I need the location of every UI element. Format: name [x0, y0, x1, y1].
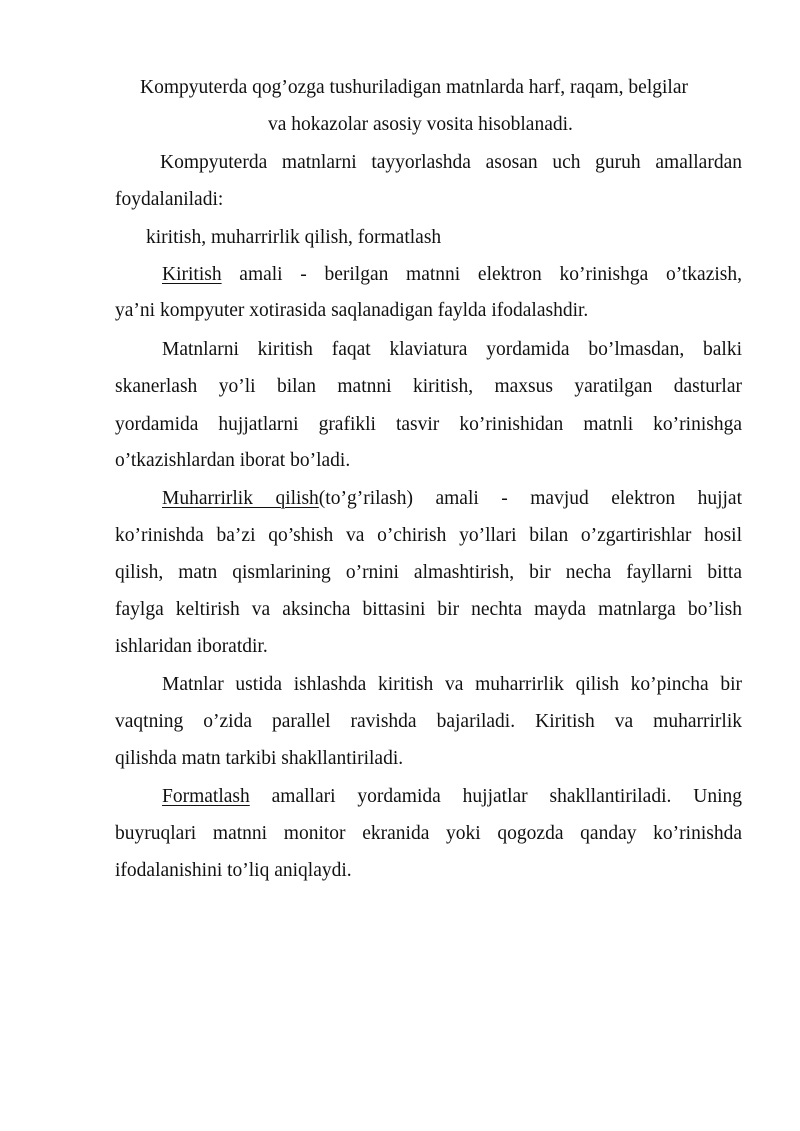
kiritish-line-2: ya’ni kompyuter xotirasida saqlanadigan faylda ifodalashdir. [115, 300, 589, 321]
muharrirlik-line-2: ko’rinishda ba’zi qo’shish va o’chirish yo’llari bilan o’zgartirishlar hosil [115, 525, 742, 546]
muharrirlik-line-5: ishlaridan iboratdir. [115, 636, 268, 657]
formatlash-line-3: ifodalanishini to’liq aniqlaydi. [115, 860, 352, 881]
term-kiritish: Kiritish [162, 264, 222, 285]
muharrirlik-line-3: qilish, matn qismlarining o’rnini almashtirish, bir necha fayllarni bitta [115, 562, 742, 583]
term-formatlash: Formatlash [162, 786, 250, 807]
usul-line-2: skanerlash yo’li bilan matnni kiritish, maxsus yaratilgan dasturlar [115, 376, 742, 397]
kiritish-line-1: Kiritish amali - berilgan matnni elektron ko’rinishga o’tkazish, [162, 264, 742, 285]
term-muharrirlik: Muharrirlik qilish [162, 488, 319, 509]
formatlash-line-1: Formatlash amallari yordamida hujjatlar shakllantiriladi. Uning [162, 786, 742, 807]
intro-line-2: foydalaniladi: [115, 189, 224, 210]
operations-list: kiritish, muharrirlik qilish, formatlash [146, 227, 442, 248]
parallel-line-1: Matnlar ustida ishlashda kiritish va muharrirlik qilish ko’pincha bir [162, 674, 742, 695]
heading-line-1: Kompyuterda qog’ozga tushuriladigan matnlarda harf, raqam, belgilar [140, 77, 688, 98]
intro-line-1: Kompyuterda matnlarni tayyorlashda asosan uch guruh amallardan [160, 152, 742, 173]
formatlash-line-2: buyruqlari matnni monitor ekranida yoki qogozda qanday ko’rinishda [115, 823, 742, 844]
usul-line-4: o’tkazishlardan iborat bo’ladi. [115, 450, 351, 471]
parallel-line-2: vaqtning o’zida parallel ravishda bajariladi. Kiritish va muharrirlik [115, 711, 742, 732]
parallel-line-3: qilishda matn tarkibi shakllantiriladi. [115, 748, 404, 769]
usul-line-3: yordamida hujjatlarni grafikli tasvir ko’rinishidan matnli ko’rinishga [115, 414, 742, 435]
heading-line-2: va hokazolar asosiy vosita hisoblanadi. [268, 114, 573, 135]
muharrirlik-line-4: faylga keltirish va aksincha bittasini bir nechta mayda matnlarga bo’lish [115, 599, 742, 620]
muharrirlik-line-1: Muharrirlik qilish(to’g’rilash) amali - mavjud elektron hujjat [162, 488, 742, 509]
usul-line-1: Matnlarni kiritish faqat klaviatura yordamida bo’lmasdan, balki [162, 339, 742, 360]
